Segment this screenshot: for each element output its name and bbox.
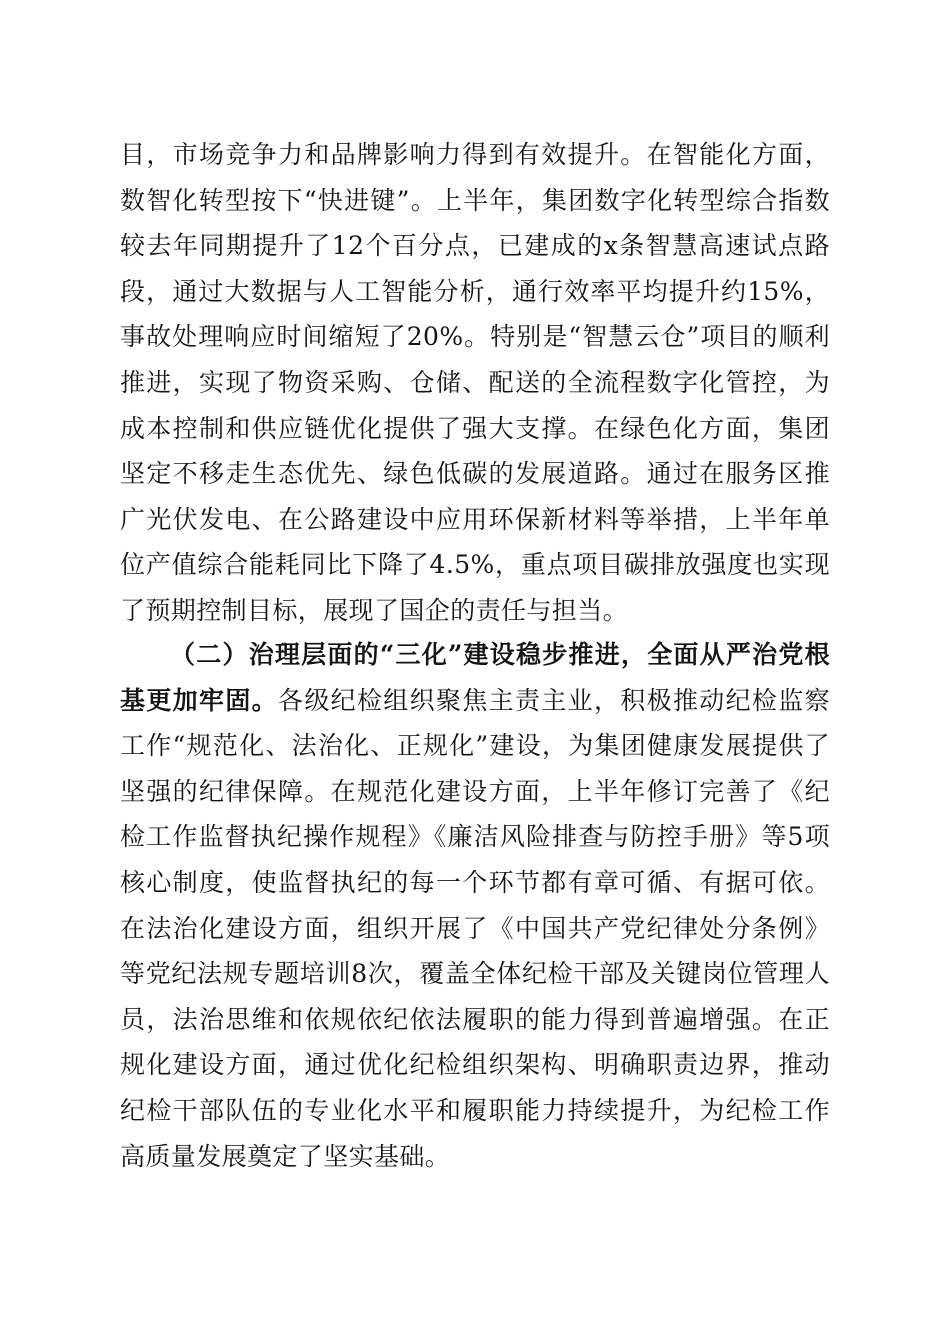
paragraph-section-two xyxy=(120,632,830,1179)
section-body-text: 各级纪检组织聚焦主责主业，积极推动纪检监察工作“规范化、法治化、正规化”建设，为集团健康发展提供了坚强的纪律保障。在规范化建设方面，上半年修订完善了《纪检工作监督执纪操作规程》《廉洁风险排查与防控手册》等5项核心制度，使监督执纪的每一个环节都有章可循、有据可依。在法治化建设方面，组织开展了《中国共产党纪律处分条例》等党纪法规专题培训8次，覆盖全体纪检干部及关键岗位管理人员，法治思维和依规依纪依法履职的能力得到普遍增强。在正规化建设方面，通过优化纪检组织架构、明确职责边界，推动纪检干部队伍的专业化水平和履职能力持续提升，为纪检工作高质量发展奠定了坚实基础。 xyxy=(120,685,830,1171)
paragraph-continuation: 目，市场竞争力和品牌影响力得到有效提升。在智能化方面，数智化转型按下“快进键”。上半年，集团数字化转型综合指数较去年同期提升了12个百分点，已建成的x条智慧高速试点路段，通过大数据与人工智能分析，通行效率平均提升约15%，事故处理响应时间缩短了20%。特别是“智慧云仓”项目的顺利推进，实现了物资采购、仓储、配送的全流程数字化管控，为成本控制和供应链优化提供了强大支撑。在绿色化方面，集团坚定不移走生态优先、绿色低碳的发展道路。通过在服务区推广光伏发电、在公路建设中应用环保新材料等举措，上半年单位产值综合能耗同比下降了4.5%，重点项目碳排放强度也实现了预期控制目标，展现了国企的责任与担当。 xyxy=(120,140,830,625)
section-heading: （二）治理层面的“三化”建设稳步推进，全面从严治党根基更加牢固。 xyxy=(120,640,830,715)
